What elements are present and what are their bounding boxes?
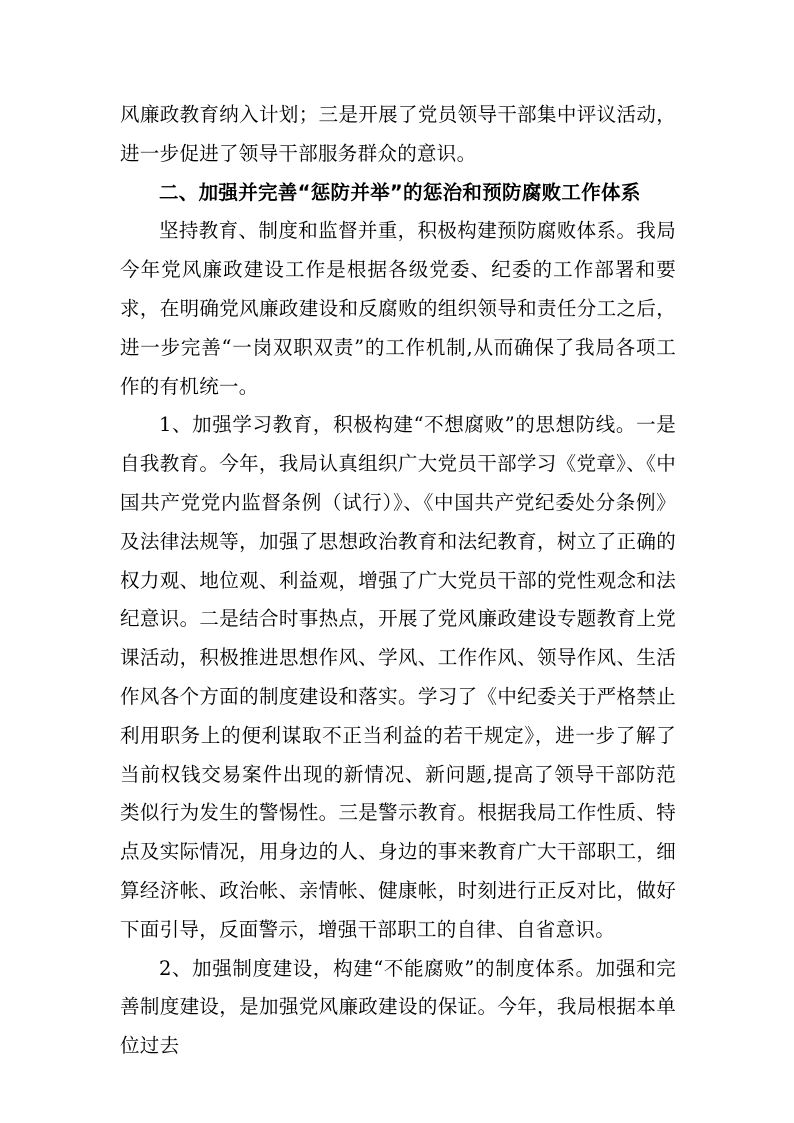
section-heading: 二、加强并完善“惩防并举”的惩治和预防腐败工作体系 xyxy=(159,180,641,204)
body-paragraph: 坚持教育、制度和监督并重，积极构建预防腐败体系。我局今年党风廉政建设工作是根据各级党委、纪委的工作部署和要求，在明确党风廉政建设和反腐败的组织领导和责任分工之后，进一步完善“一岗双职双责”的工作机制,从而确保了我局各项工作的有机统一。 xyxy=(120,219,676,398)
body-paragraph: 1、加强学习教育，积极构建“不想腐败”的思想防线。一是自我教育。今年，我局认真组织广大党员干部学习《党章》、《中国共产党党内监督条例（试行）》、《中国共产党纪委处分条例》及法律法规等，加强了思想政治教育和法纪教育，树立了正确的权力观、地位观、利益观，增强了广大党员干部的党性观念和法纪意识。二是结合时事热点，开展了党风廉政建设专题教育上党课活动，积极推进思想作风、学风、工作作风、领导作风、生活作风各个方面的制度建设和落实。学习了《中纪委关于严格禁止利用职务上的便利谋取不正当利益的若干规定》，进一步了解了当前权钱交易案件出现的新情况、新问题,提高了领导干部防范类似行为发生的警惕性。三是警示教育。根据我局工作性质、特点及实际情况，用身边的人、身边的事来教育广大干部职工，细算经济帐、政治帐、亲情帐、健康帐，时刻进行正反对比，做好下面引导，反面警示，增强干部职工的自律、自省意识。 xyxy=(120,413,676,941)
body-paragraph: 2、加强制度建设，构建“不能腐败”的制度体系。加强和完善制度建设，是加强党风廉政建设的保证。今年，我局根据本单位过去 xyxy=(120,956,676,1058)
continuation-paragraph: 风廉政教育纳入计划；三是开展了党员领导干部集中评议活动，进一步促进了领导干部服务群众的意识。 xyxy=(120,103,676,165)
document-body xyxy=(120,96,676,1066)
